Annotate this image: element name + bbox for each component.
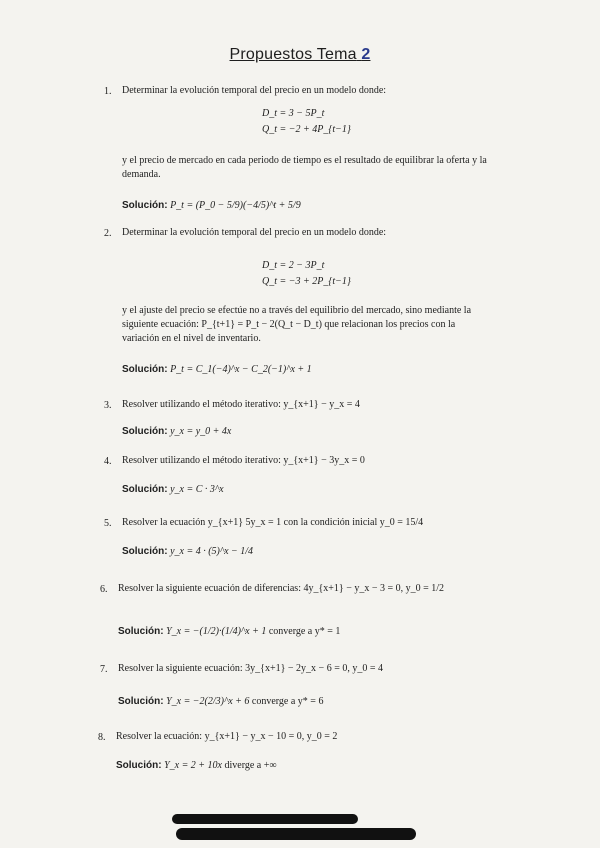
problem-3-statement: Resolver utilizando el método iterativo: y_{x+1} − y_x = 4 — [122, 399, 360, 410]
solution-formula: Y_x = −2(2/3)^x + 6 — [166, 696, 250, 707]
solution-label: Solución: — [122, 484, 168, 495]
redaction-bar-top — [172, 814, 358, 824]
problem-2-number: 2. — [104, 228, 112, 239]
solution-note: converge a y* = 1 — [268, 626, 341, 637]
solution-label: Solución: — [122, 546, 168, 557]
problem-5-solution — [122, 546, 253, 557]
problem-1-eq-2: Q_t = −2 + 4P_{t−1} — [262, 124, 351, 135]
problem-8-number: 8. — [98, 732, 106, 743]
solution-formula: P_t = (P_0 − 5/9)(−4/5)^t + 5/9 — [170, 200, 301, 211]
problem-4-statement: Resolver utilizando el método iterativo: y_{x+1} − 3y_x = 0 — [122, 455, 365, 466]
problem-3-solution — [122, 426, 231, 437]
solution-label: Solución: — [118, 626, 164, 637]
problem-1-number: 1. — [104, 86, 112, 97]
problem-3-number: 3. — [104, 400, 112, 411]
problem-5-number: 5. — [104, 518, 112, 529]
solution-formula: Y_x = −(1/2)·(1/4)^x + 1 — [166, 626, 267, 637]
problem-8-statement: Resolver la ecuación: y_{x+1} − y_x − 10 = 0, y_0 = 2 — [116, 731, 338, 742]
solution-label: Solución: — [122, 426, 168, 437]
solution-note: converge a y* = 6 — [251, 696, 324, 707]
problem-2-eq-1: D_t = 2 − 3P_t — [262, 260, 325, 271]
problem-1-continuation: y el precio de mercado en cada periodo de tiempo es el resultado de equilibrar la oferta y la demanda. — [122, 155, 487, 180]
solution-formula: y_x = y_0 + 4x — [170, 426, 232, 437]
problem-2-eq-2: Q_t = −3 + 2P_{t−1} — [262, 276, 351, 287]
problem-8-solution — [116, 760, 277, 771]
problem-1-statement: Determinar la evolución temporal del precio en un modelo donde: — [122, 85, 387, 96]
problem-4-solution — [122, 484, 224, 495]
solution-formula: y_x = 4 · (5)^x − 1/4 — [170, 546, 254, 557]
problem-2-continuation: y el ajuste del precio se efectúe no a través del equilibrio del mercado, sino mediante la siguiente ecuación: P_{t+1} = P_t − 2(Q_t − D_t) que relacionan los precios con la variación en el nivel de inventario. — [122, 305, 472, 344]
solution-label: Solución: — [118, 696, 164, 707]
problem-6-statement: Resolver la siguiente ecuación de diferencias: 4y_{x+1} − y_x − 3 = 0, y_0 = 1/2 — [118, 583, 445, 594]
redaction-bar-bottom — [176, 828, 416, 840]
problem-1-eq-1: D_t = 3 − 5P_t — [262, 108, 325, 119]
problem-2-solution — [122, 364, 312, 375]
solution-note: diverge a +∞ — [224, 760, 277, 771]
problem-4-number: 4. — [104, 456, 112, 467]
page-title: Propuestos Tema 2 — [229, 46, 371, 63]
problem-1-solution — [122, 200, 301, 211]
solution-formula: P_t = C_1(−4)^x − C_2(−1)^x + 1 — [170, 364, 312, 375]
problem-5-statement: Resolver la ecuación y_{x+1} 5y_x = 1 con la condición inicial y_0 = 15/4 — [122, 517, 424, 528]
solution-label: Solución: — [116, 760, 162, 771]
problem-6-number: 6. — [100, 584, 108, 595]
solution-formula: Y_x = 2 + 10x — [164, 760, 222, 771]
problem-7-number: 7. — [100, 664, 108, 675]
solution-label: Solución: — [122, 200, 168, 211]
solution-label: Solución: — [122, 364, 168, 375]
problem-7-solution — [118, 696, 323, 707]
problem-7-statement: Resolver la siguiente ecuación: 3y_{x+1} − 2y_x − 6 = 0, y_0 = 4 — [118, 663, 383, 674]
problem-2-statement: Determinar la evolución temporal del precio en un modelo donde: — [122, 227, 387, 238]
problem-6-solution — [118, 626, 340, 637]
solution-formula: y_x = C · 3^x — [170, 484, 224, 495]
